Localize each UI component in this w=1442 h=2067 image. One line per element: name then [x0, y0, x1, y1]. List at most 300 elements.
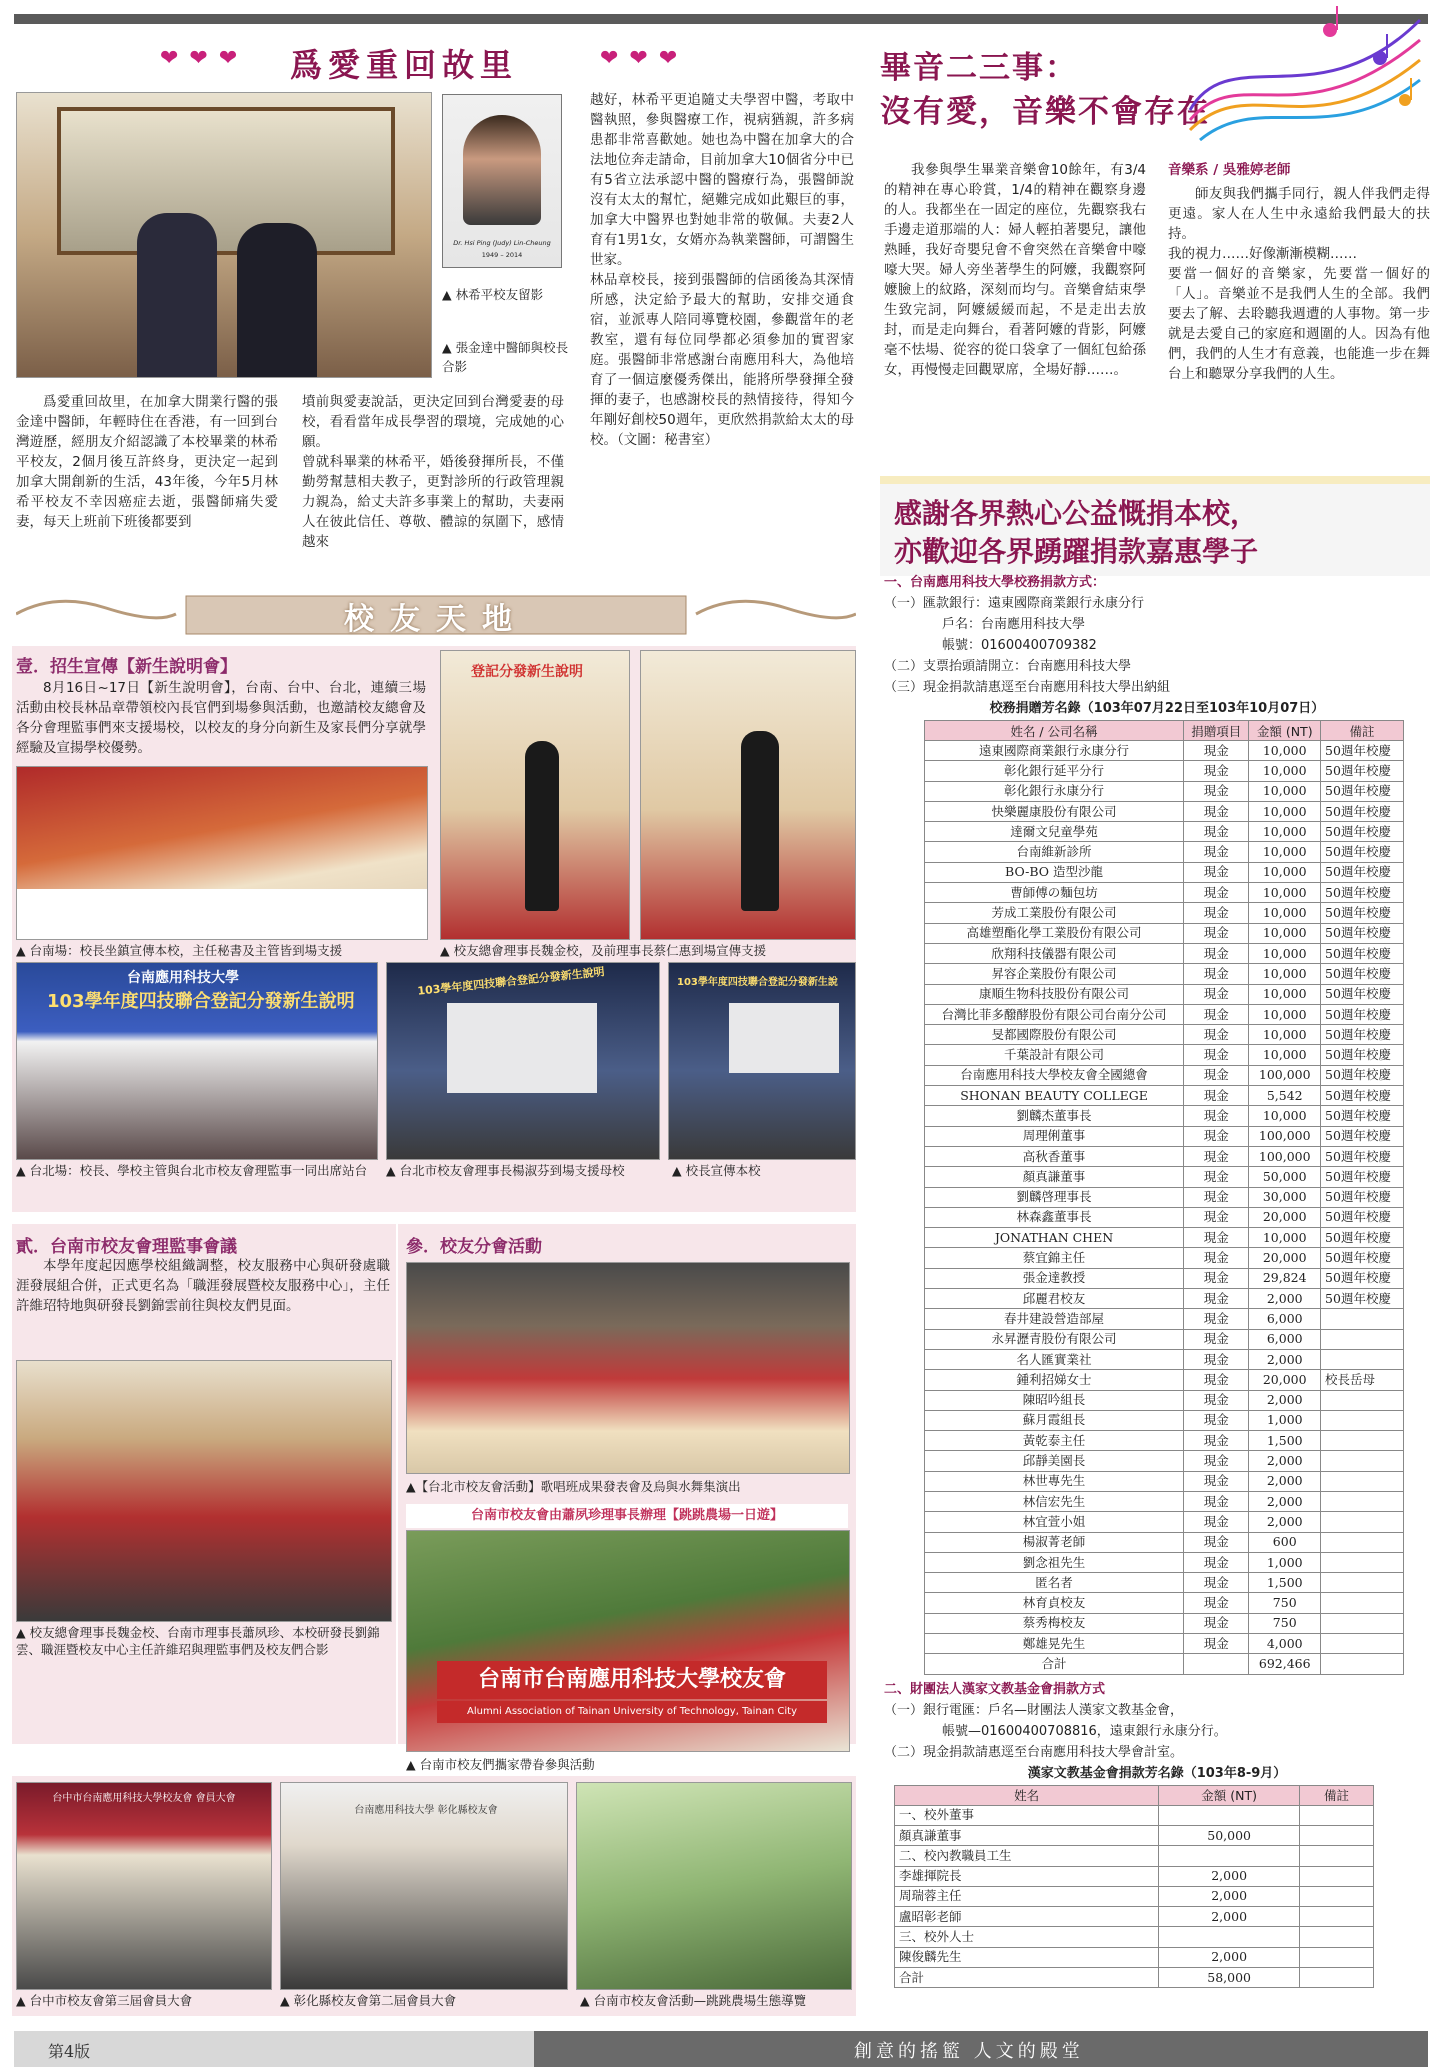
table2-cell: 陳俊麟先生 [895, 1947, 1159, 1967]
table1-row [925, 964, 1404, 984]
table1-cell [1321, 1654, 1404, 1674]
photo-taichung [16, 1782, 272, 1990]
photo-principal-speech [668, 962, 856, 1160]
table1-cell: 現金 [1184, 1289, 1249, 1309]
donation-table-2 [894, 1785, 1374, 1989]
table1-cell: 10,000 [1249, 923, 1321, 943]
table2-cell [1300, 1825, 1374, 1845]
table1-row [925, 1573, 1404, 1593]
table2-cell [1300, 1968, 1374, 1988]
table2-cell [1300, 1927, 1374, 1947]
table1-row [925, 943, 1404, 963]
table1-row [925, 883, 1404, 903]
table1-row [925, 1268, 1404, 1288]
table1-cell: 台南應用科技大學校友會全國總會 [925, 1065, 1184, 1085]
table2-cell: 周瑞蓉主任 [895, 1886, 1159, 1906]
table1-cell: 10,000 [1249, 943, 1321, 963]
table1-cell: 現金 [1184, 1025, 1249, 1045]
donation-title-line2: 亦歡迎各界踴躍捐款嘉惠學子 [894, 535, 1259, 568]
table1-cell: 2,000 [1249, 1491, 1321, 1511]
table1-cell: 林世專先生 [925, 1471, 1184, 1491]
sec2-text: 本學年度起因應學校組織調整，校友服務中心與研發處職涯發展組合併，正式更名為「職涯發展暨校友服務中心」，主任許維玿特地與研發長劉錦雲前往與校友們見面。 [16, 1258, 390, 1314]
table1-row [925, 1309, 1404, 1329]
table1-cell: 現金 [1184, 781, 1249, 801]
table2-cell: 2,000 [1159, 1947, 1300, 1967]
table2-row [895, 1886, 1374, 1906]
table2-row [895, 1968, 1374, 1988]
caption-wei: ▲ 校友總會理事長魏金校，及前理事長蔡仁惠到場宣傳支援 [440, 943, 767, 958]
table1-cell: 2,000 [1249, 1451, 1321, 1471]
table1-cell: 劉念祖先生 [925, 1552, 1184, 1572]
table1-cell [1321, 1431, 1404, 1451]
caption-family: ▲ 台南市校友們攜家帶眷參與活動 [406, 1757, 595, 1772]
table1-cell: 50週年校慶 [1321, 1228, 1404, 1248]
table1-cell: 劉麟杰董事長 [925, 1106, 1184, 1126]
table2-row [895, 1947, 1374, 1967]
table1-cell: 2,000 [1249, 1471, 1321, 1491]
music-title-line2: 沒有愛，音樂不會存在 [880, 94, 1210, 130]
table1-row [925, 1491, 1404, 1511]
portrait-years: 1949 – 2014 [481, 251, 523, 259]
table1-cell: 50週年校慶 [1321, 964, 1404, 984]
table1-cell: BO-BO 造型沙龍 [925, 862, 1184, 882]
table1-row [925, 1512, 1404, 1532]
table1-row [925, 1451, 1404, 1471]
caption-yang: ▲ 台北市校友會理事長楊淑芬到場支援母校 [386, 1163, 625, 1178]
table1-cell: 10,000 [1249, 781, 1321, 801]
banner-text-3: 103學年度四技聯合登記分發新生說明 [416, 965, 606, 998]
table1-cell: 2,000 [1249, 1390, 1321, 1410]
caption-tainan: ▲ 台南場：校長坐鎮宣傳本校，主任秘書及主管皆到場支援 [16, 943, 343, 958]
portrait-photo [442, 94, 562, 268]
photo-farm-group [406, 1530, 850, 1752]
table1-cell: 50週年校慶 [1321, 761, 1404, 781]
table1-row [925, 781, 1404, 801]
table1-cell: 現金 [1184, 1370, 1249, 1390]
table1-cell: 旻都國際股份有限公司 [925, 1025, 1184, 1045]
article1-col2 [302, 392, 564, 552]
table2-cell: 三、校外人士 [895, 1927, 1159, 1947]
table1-cell [1321, 1309, 1404, 1329]
table2-row [895, 1846, 1374, 1866]
donation-title [880, 476, 1430, 576]
table1-cell: 快樂麗康股份有限公司 [925, 801, 1184, 821]
table1-cell: 50週年校慶 [1321, 1065, 1404, 1085]
table1-cell [1321, 1573, 1404, 1593]
table2-row [895, 1825, 1374, 1845]
table2-cell: 顏真謙董事 [895, 1825, 1159, 1845]
table1-cell: 10,000 [1249, 964, 1321, 984]
table1-header-cell: 捐贈項目 [1184, 721, 1249, 741]
s1-title: 一、台南應用科技大學校務捐款方式： [884, 575, 1106, 590]
table1-row [925, 1126, 1404, 1146]
table1-row [925, 1634, 1404, 1654]
table1-header-cell: 姓名 / 公司名稱 [925, 721, 1184, 741]
table1-cell: 現金 [1184, 1593, 1249, 1613]
table1-cell: 50週年校慶 [1321, 1126, 1404, 1146]
table1-cell: 10,000 [1249, 984, 1321, 1004]
s2-item1b: 帳號—01600400708816，遠東銀行永康分行。 [942, 1723, 1227, 1739]
footer-left [14, 2031, 534, 2067]
table1-row [925, 1086, 1404, 1106]
table2-cell [1159, 1846, 1300, 1866]
main-photo-caption: ▲ 張金達中醫師與校長合影 [442, 340, 569, 374]
table1-cell: 50週年校慶 [1321, 822, 1404, 842]
table1-cell: 750 [1249, 1613, 1321, 1633]
table1-cell: 現金 [1184, 741, 1249, 761]
table1-header-cell: 備註 [1321, 721, 1404, 741]
table1-cell: 現金 [1184, 1532, 1249, 1552]
table2-cell: 一、校外董事 [895, 1805, 1159, 1825]
table1-cell: 50週年校慶 [1321, 801, 1404, 821]
table1-cell: 10,000 [1249, 1004, 1321, 1024]
photo-speaker-1 [440, 650, 630, 940]
table1-row [925, 1289, 1404, 1309]
table1-cell: 10,000 [1249, 862, 1321, 882]
photo-speaker-2 [640, 650, 856, 940]
table1-cell [1184, 1654, 1249, 1674]
table2-cell: 58,000 [1159, 1968, 1300, 1988]
table1-cell: 現金 [1184, 1106, 1249, 1126]
table2-cell [1300, 1886, 1374, 1906]
table1-header-cell: 金額 (NT) [1249, 721, 1321, 741]
table1-cell: 100,000 [1249, 1065, 1321, 1085]
table1-row [925, 1025, 1404, 1045]
farm-banner-en: Alumni Association of Tainan University of Technology, Tainan City [437, 1701, 827, 1723]
table1-cell [1321, 1552, 1404, 1572]
table1-cell: 10,000 [1249, 903, 1321, 923]
table1-cell [1321, 1410, 1404, 1430]
taichung-banner: 台中市台南應用科技大學校友會 會員大會 [52, 1793, 236, 1804]
table1-cell: 現金 [1184, 1471, 1249, 1491]
table1-cell: 現金 [1184, 1126, 1249, 1146]
table1-cell: 692,466 [1249, 1654, 1321, 1674]
s1-item1: （一）匯款銀行：遠東國際商業銀行永康分行 [884, 596, 1145, 611]
table1-cell: 楊淑菁老師 [925, 1532, 1184, 1552]
table1-cell: 現金 [1184, 1613, 1249, 1633]
table1-cell: 1,000 [1249, 1410, 1321, 1430]
table2-cell [1159, 1805, 1300, 1825]
music-author: 音樂系 / 吳雅婷老師 [1168, 162, 1291, 178]
table1-cell: 高雄塑酯化學工業股份有限公司 [925, 923, 1184, 943]
photo-farm-tour [576, 1782, 852, 1990]
table1-cell: 10,000 [1249, 1025, 1321, 1045]
table1-cell: 現金 [1184, 964, 1249, 984]
table1-cell: 50週年校慶 [1321, 903, 1404, 923]
table1-cell: 100,000 [1249, 1126, 1321, 1146]
photo-doctor-principal [16, 92, 432, 378]
table1-row [925, 1593, 1404, 1613]
hearts-left: ❤ ❤ ❤ [160, 46, 240, 71]
table2-cell: 2,000 [1159, 1866, 1300, 1886]
table1-cell: 千葉設計有限公司 [925, 1045, 1184, 1065]
table1-cell: 台灣比菲多醱酵股份有限公司台南分公司 [925, 1004, 1184, 1024]
table1-cell: 現金 [1184, 1410, 1249, 1430]
table1-row [925, 1410, 1404, 1430]
table1-row [925, 761, 1404, 781]
table1-cell: 現金 [1184, 1349, 1249, 1369]
table1-cell: 現金 [1184, 1167, 1249, 1187]
table1-row [925, 1106, 1404, 1126]
photo-dance [406, 1262, 850, 1474]
table2-cell: 合計 [895, 1968, 1159, 1988]
table1-cell: 現金 [1184, 883, 1249, 903]
table1-row [925, 1471, 1404, 1491]
table1-cell: 10,000 [1249, 1228, 1321, 1248]
table1-cell: 2,000 [1249, 1512, 1321, 1532]
table1-cell: 張金達教授 [925, 1268, 1184, 1288]
table1-row [925, 1431, 1404, 1451]
table1-cell: 1,500 [1249, 1431, 1321, 1451]
table1-cell: 匿名者 [925, 1573, 1184, 1593]
table2-cell [1300, 1947, 1374, 1967]
table1-cell: 現金 [1184, 1187, 1249, 1207]
s2-item1: （一）銀行電匯：戶名—財團法人漢家文教基金會， [884, 1702, 1184, 1718]
table1-cell: 現金 [1184, 1207, 1249, 1227]
table1-cell: 50週年校慶 [1321, 1025, 1404, 1045]
footer-right [534, 2031, 1428, 2067]
page-number: 第4版 [48, 2042, 91, 2061]
table1-cell: 現金 [1184, 1045, 1249, 1065]
table1-row [925, 1349, 1404, 1369]
article1-col3-text: 越好，林希平更追隨丈夫學習中醫，考取中醫執照，參與醫療工作，視病猶親，許多病患都非常喜歡她。她也為中醫在加拿大的合法地位奔走請命，目前加拿大10個省分中已有5省立法承認中醫的醫療行為，張醫師說沒有太太的幫忙，絕難完成如此艱巨的事，加拿大中醫界也對她非常的敬佩。夫妻2人育有1男1女，女婿亦為執業醫師，可謂醫生世家。 林品章校長，接到張醫師的信函後為其深情所感，決定給予最大的幫助，安排交通食宿，並派專人陪同導覽校園，參觀當年的老教室，還有每位同學都必須參加的實習家庭。張醫師非常感謝台南應用科大，為他培育了一個這麼優秀傑出，能將所學發揮全發揮的妻子，也感謝校長的熱情接待，得知今年剛好創校50週年，更欣然捐款給太太的母校。（文圖：秘書室） [590, 92, 854, 448]
table2-cell: 李雄揮院長 [895, 1866, 1159, 1886]
table1-cell: 現金 [1184, 1491, 1249, 1511]
table1-cell: 現金 [1184, 822, 1249, 842]
table1-cell: 周理俐董事 [925, 1126, 1184, 1146]
sec2-title: 貳．台南市校友會理監事會議 [16, 1237, 237, 1257]
table1-cell: 1,500 [1249, 1573, 1321, 1593]
table1-cell: SHONAN BEAUTY COLLEGE [925, 1086, 1184, 1106]
table2-row [895, 1866, 1374, 1886]
table1-cell: 50,000 [1249, 1167, 1321, 1187]
changhua-banner: 台南應用科技大學 彰化縣校友會 [354, 1805, 498, 1816]
article1-title [160, 40, 730, 84]
photo-tainan-meeting [16, 1360, 392, 1622]
table1-cell: 10,000 [1249, 761, 1321, 781]
table1-cell: 現金 [1184, 984, 1249, 1004]
music-col2 [1168, 184, 1430, 384]
table1-cell: 現金 [1184, 1573, 1249, 1593]
table1-cell: 欣翔科技儀器有限公司 [925, 943, 1184, 963]
table1-cell: 曹師傅の麵包坊 [925, 883, 1184, 903]
table1-cell: 鍾利招娣女士 [925, 1370, 1184, 1390]
table1-cell: 蘇月霞組長 [925, 1410, 1184, 1430]
table1-cell [1321, 1613, 1404, 1633]
alumni-banner [16, 588, 856, 640]
table1-row [925, 1552, 1404, 1572]
table1-cell: 50週年校慶 [1321, 741, 1404, 761]
sign-text: 登記分發新生說明 [471, 664, 583, 680]
table1-cell: JONATHAN CHEN [925, 1228, 1184, 1248]
article1-col2-text: 墳前與愛妻說話，更決定回到台灣愛妻的母校，看看當年成長學習的環境，完成她的心願。 曾就科畢業的林希平，婚後發揮所長，不僅勤勞幫慧相夫教子，更對診所的行政管理親力親為，給丈夫許多事業上的幫助，夫妻兩人在彼此信任、尊敬、體諒的氛圍下，感情越來 [302, 394, 564, 550]
table1-cell: 50週年校慶 [1321, 1106, 1404, 1126]
alumni-banner-text: 校友天地 [344, 602, 528, 637]
table1-cell: 顏真謙董事 [925, 1167, 1184, 1187]
table1-cell: 6,000 [1249, 1329, 1321, 1349]
table1-cell: 100,000 [1249, 1146, 1321, 1166]
table1-cell: 10,000 [1249, 1106, 1321, 1126]
table1-row [925, 1065, 1404, 1085]
table1-cell: 現金 [1184, 1390, 1249, 1410]
article1-col3 [590, 90, 854, 450]
s1-item3: （三）現金捐款請惠逕至台南應用科技大學出納組 [884, 680, 1171, 695]
table1-row [925, 741, 1404, 761]
table1-cell: 台南維新診所 [925, 842, 1184, 862]
table1-cell: 林信宏先生 [925, 1491, 1184, 1511]
table1-cell: 現金 [1184, 1431, 1249, 1451]
table1-cell: 名人匯實業社 [925, 1349, 1184, 1369]
table1-cell: 5,542 [1249, 1086, 1321, 1106]
table1-cell: 10,000 [1249, 801, 1321, 821]
table1-cell [1321, 1593, 1404, 1613]
table2-cell: 2,000 [1159, 1886, 1300, 1906]
banner-text-4: 103學年度四技聯合登記分發新生說 [677, 977, 838, 988]
table1-cell: 50週年校慶 [1321, 1086, 1404, 1106]
table1-cell: 50週年校慶 [1321, 923, 1404, 943]
table2-cell: 盧昭彰老師 [895, 1907, 1159, 1927]
table1-cell: 現金 [1184, 1634, 1249, 1654]
tiaotiao-title: 台南市校友會由蕭夙珍理事長辦理【跳跳農場一日遊】 [406, 1504, 848, 1528]
donation-title-line1: 感謝各界熱心公益慨捐本校， [894, 497, 1259, 530]
table1-cell: 10,000 [1249, 883, 1321, 903]
portrait-name: Dr. Hsi Ping (Judy) Lin-Cheung [453, 239, 551, 247]
s1-item2: （二）支票抬頭請開立：台南應用科技大學 [884, 659, 1132, 674]
table1-cell: 50週年校慶 [1321, 1045, 1404, 1065]
s1-account-name: 戶名：台南應用科技大學 [942, 617, 1086, 632]
table1-cell: 50週年校慶 [1321, 984, 1404, 1004]
table1-row [925, 1045, 1404, 1065]
table1-cell: 永昇瀝青股份有限公司 [925, 1329, 1184, 1349]
table1-cell: 現金 [1184, 1309, 1249, 1329]
donation-table-1 [924, 720, 1404, 1675]
article1-title-text: 爲愛重回故里 [290, 46, 519, 84]
table1-cell: 蔡宜錦主任 [925, 1248, 1184, 1268]
table1-cell: 現金 [1184, 1146, 1249, 1166]
table1-cell: 1,000 [1249, 1552, 1321, 1572]
caption-farm: ▲ 台南市校友會活動—跳跳農場生態導覽 [580, 1993, 807, 2008]
farm-banner-big: 台南市台南應用科技大學校友會 [437, 1661, 827, 1699]
table1-row [925, 862, 1404, 882]
table2-cell: 50,000 [1159, 1825, 1300, 1845]
table2-row [895, 1907, 1374, 1927]
table1-cell: 現金 [1184, 1228, 1249, 1248]
photo-changhua [280, 1782, 568, 1990]
table1-cell: 50週年校慶 [1321, 1187, 1404, 1207]
table1-cell: 現金 [1184, 1451, 1249, 1471]
table1-cell: 50週年校慶 [1321, 1268, 1404, 1288]
table1-row [925, 984, 1404, 1004]
table1-row [925, 1248, 1404, 1268]
table1-row [925, 1613, 1404, 1633]
table1-cell: 高秋香董事 [925, 1146, 1184, 1166]
table2-title: 漢家文教基金會捐款芳名錄（103年8-9月） [1027, 1765, 1287, 1781]
table1-cell: 現金 [1184, 1004, 1249, 1024]
table1-cell: 50週年校慶 [1321, 1004, 1404, 1024]
table1-cell: 現金 [1184, 842, 1249, 862]
banner-text-1: 台南應用科技大學 [127, 970, 239, 986]
table1-cell [1321, 1451, 1404, 1471]
table1-cell: 50週年校慶 [1321, 781, 1404, 801]
table2-cell [1300, 1805, 1374, 1825]
table1-cell [1321, 1471, 1404, 1491]
s1-account-no: 帳號：01600400709382 [942, 638, 1097, 653]
table1-cell: 2,000 [1249, 1289, 1321, 1309]
table1-cell: 現金 [1184, 903, 1249, 923]
table1-cell: 750 [1249, 1593, 1321, 1613]
table1-cell: 現金 [1184, 801, 1249, 821]
table1-row [925, 1146, 1404, 1166]
donation-info [884, 572, 1430, 1988]
table1-cell: 陳昭吟組長 [925, 1390, 1184, 1410]
caption-dance: ▲【台北市校友會活動】歌唱班成果發表會及烏與水舞集演出 [406, 1479, 741, 1494]
table2-cell: 二、校內教職員工生 [895, 1846, 1159, 1866]
table2-header [895, 1785, 1374, 1805]
table1-cell: 彰化銀行永康分行 [925, 781, 1184, 801]
table1-cell [1321, 1532, 1404, 1552]
table1-cell: 現金 [1184, 1086, 1249, 1106]
table1-cell: 現金 [1184, 1329, 1249, 1349]
s2-item2: （二）現金捐款請惠逕至台南應用科技大學會計室。 [884, 1744, 1184, 1760]
music-col2-text: 師友與我們攜手同行，親人伴我們走得更遠。家人在人生中永遠給我們最大的扶持。 我的視力……好像漸漸模糊…… 要當一個好的音樂家，先要當一個好的「人」。音樂並不是我們人生的全部。我們要去了解、去聆聽我週遭的人事物。第一步就是去愛自己的家庭和週圍的人。因為有他們，我們的人生才有意義，也能進一步在舞台上和聽眾分享我們的人生。 [1168, 186, 1430, 382]
table1-cell: 蔡秀梅校友 [925, 1613, 1184, 1633]
caption-changhua: ▲ 彰化縣校友會第二屆會員大會 [280, 1993, 457, 2008]
table1-cell: 50週年校慶 [1321, 1248, 1404, 1268]
table1-row [925, 801, 1404, 821]
table1-row [925, 1187, 1404, 1207]
table2-header-cell: 姓名 [895, 1785, 1159, 1805]
table1-row [925, 1532, 1404, 1552]
table2-cell [1300, 1907, 1374, 1927]
caption-meeting: ▲ 校友總會理事長魏金校、台南市理事長蕭夙珍、本校研發長劉錦雲、職涯暨校友中心主任許維玿與理監事們及校友們合影 [16, 1625, 380, 1657]
table1-cell: 50週年校慶 [1321, 842, 1404, 862]
table1-row [925, 903, 1404, 923]
table1-cell: 50週年校慶 [1321, 1289, 1404, 1309]
table1-cell: 50週年校慶 [1321, 943, 1404, 963]
table1-cell: 遠東國際商業銀行永康分行 [925, 741, 1184, 761]
sec1-title: 壹．招生宣傳【新生說明會】 [16, 657, 237, 677]
table1-cell: 50週年校慶 [1321, 1207, 1404, 1227]
table2-row [895, 1805, 1374, 1825]
table1-cell: 現金 [1184, 862, 1249, 882]
table1-cell: 林育貞校友 [925, 1593, 1184, 1613]
table1-row [925, 1207, 1404, 1227]
table1-cell: 黃乾泰主任 [925, 1431, 1184, 1451]
table2-cell: 2,000 [1159, 1907, 1300, 1927]
table1-cell: 4,000 [1249, 1634, 1321, 1654]
music-title-line1: 畢音二三事： [880, 50, 1078, 86]
caption-principal: ▲ 校長宣傳本校 [672, 1163, 761, 1178]
table1-cell: 50週年校慶 [1321, 1146, 1404, 1166]
table1-row [925, 822, 1404, 842]
article1-col1: 爲愛重回故里，在加拿大開業行醫的張金達中醫師，年輕時住在香港，有一回到台灣遊歷，經朋友介紹認識了本校畢業的林希平校友，2個月後互許終身，更決定一起到加拿大開創新的生活，43年後，今年5月林希平校友不幸因癌症去逝，張醫師痛失愛妻，每天上班前下班後都要到 [16, 394, 278, 530]
table1-cell: 20,000 [1249, 1248, 1321, 1268]
table1-title: 校務捐贈芳名錄（103年07月22日至103年10月07日） [989, 701, 1325, 716]
portrait-caption: ▲ 林希平校友留影 [442, 287, 544, 302]
table1-cell: 彰化銀行延平分行 [925, 761, 1184, 781]
table1-cell: 10,000 [1249, 741, 1321, 761]
table1-cell: 30,000 [1249, 1187, 1321, 1207]
table1-cell: 康順生物科技股份有限公司 [925, 984, 1184, 1004]
table1-row [925, 842, 1404, 862]
music-col1: 我參與學生畢業音樂會10餘年，有3/4的精神在專心聆賞，1/4的精神在觀察身邊的人。我都坐在一固定的座位，先觀察我右手邊走道那端的人：婦人輕拍著嬰兒，讓他熟睡，我好奇嬰兒會不會突然在音樂會中嚎嚎大哭。婦人旁坐著學生的阿嬤，我觀察阿嬤臉上的紋路，深刻而均勻。音樂會結束學生致完詞，阿嬤緩緩而起，不是走出去放封，而是走向舞台，看著阿嬤的背影，阿嬤毫不怯場、從容的從口袋拿了一個紅包給孫女，再慢慢走回觀眾席，全場好靜……。 [884, 162, 1146, 378]
table1-cell [1321, 1329, 1404, 1349]
table1-cell: 10,000 [1249, 822, 1321, 842]
table2-header-cell: 金額 (NT) [1159, 1785, 1300, 1805]
table1-cell: 林宜萱小姐 [925, 1512, 1184, 1532]
table1-cell: 達爾文兒童學苑 [925, 822, 1184, 842]
table1-cell: 現金 [1184, 1552, 1249, 1572]
